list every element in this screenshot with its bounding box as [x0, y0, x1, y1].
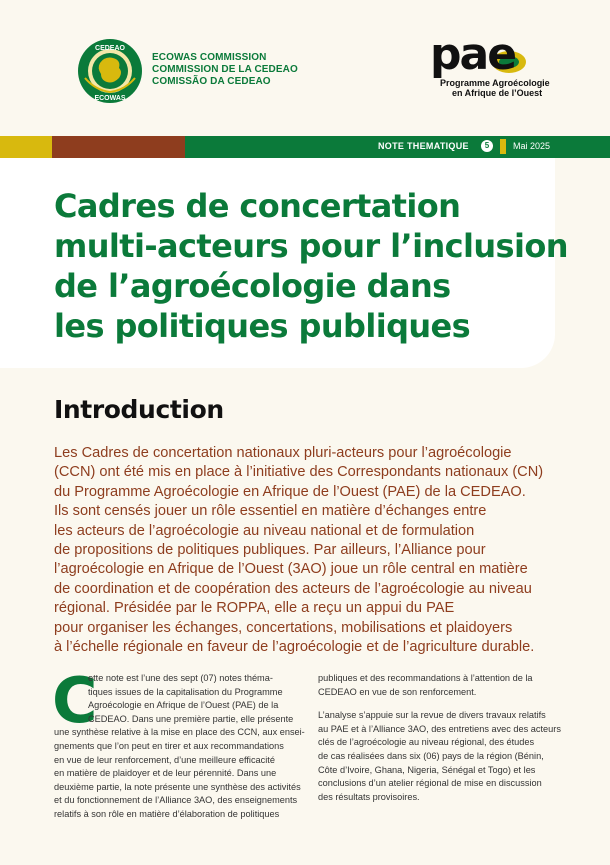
intro-line: Les Cadres de concertation nationaux pluri-acteurs pour l’agroécologie — [54, 445, 512, 461]
ecowas-seal-icon — [75, 38, 145, 104]
title-line-2: multi-acteurs pour l’inclusion — [54, 227, 568, 265]
intro-line: (CCN) ont été mis en place à l’initiative des Correspondants nationaux (CN) — [54, 464, 544, 481]
left-column-line: ette note est l’une des sept (07) notes théma- — [88, 673, 273, 683]
intro-line: à l’échelle régionale en faveur de l’agroécologie et de l’agriculture durable. — [54, 639, 535, 656]
note-number-badge: 5 — [481, 140, 493, 152]
right-column-line: conclusions d’un atelier régional de mise en discussion — [318, 778, 542, 789]
right-column-line: de cas réalisées dans six (06) pays de la région (Bénin, — [318, 750, 544, 761]
band-yellow — [0, 136, 52, 158]
left-column-line: deuxième partie, la note présente une synthèse des activités — [54, 781, 301, 792]
pae-subtitle-2: en Afrique de l’Ouest — [452, 88, 543, 98]
right-column-line: L’analyse s’appuie sur la revue de divers travaux relatifs — [318, 710, 546, 721]
header — [0, 0, 610, 135]
intro-line: l’agroécologie en Afrique de l’Ouest (3AO) joue un rôle central en matière — [54, 561, 528, 578]
note-separator — [500, 139, 506, 154]
intro-paragraph — [54, 444, 574, 657]
left-column-line: Agroécologie en Afrique de l’Ouest (PAE) de la — [88, 700, 279, 711]
title-line-3: de l’agroécologie dans — [54, 267, 451, 305]
intro-line: du Programme Agroécologie en Afrique de l’Ouest (PAE) de la CEDEAO. — [54, 483, 526, 500]
right-paragraph-2 — [318, 709, 568, 804]
intro-line: de coordination et de coopération des acteurs de l’agroécologie au niveau — [54, 580, 532, 597]
band-brown — [52, 136, 185, 158]
right-paragraph-1 — [318, 672, 568, 699]
title-line-1: Cadres de concertation — [54, 187, 461, 225]
left-column-line: tiques issues de la capitalisation du Programme — [88, 686, 283, 697]
note-label: NOTE THEMATIQUE — [378, 141, 469, 151]
right-column-line: Côte d’Ivoire, Ghana, Nigeria, Sénégal et Togo) et les — [318, 764, 536, 775]
ecowas-commission-text — [152, 52, 298, 88]
left-column-line: et du fonctionnement de l’Alliance 3AO, des enseignements — [54, 795, 298, 806]
right-column-line: publiques et des recommandations à l’attention de la — [318, 673, 533, 683]
title-line-4: les politiques publiques — [54, 307, 471, 345]
right-column-line: CEDEAO en vue de son renforcement. — [318, 686, 477, 697]
ecowas-line-1: ECOWAS COMMISSION — [152, 52, 267, 63]
pae-logo — [430, 29, 560, 100]
left-column-line: une synthèse relative à la mise en place des CCN, aux ensei- — [54, 727, 305, 738]
pae-subtitle-1: Programme Agroécologie — [440, 78, 550, 88]
intro-line: pour organiser les échanges, concertations, mobilisations et plaidoyers — [54, 619, 513, 636]
left-column-line: gnements que l’on peut en tirer et aux recommandations — [54, 740, 284, 751]
seal-text-top: CEDEAO — [95, 45, 125, 52]
left-column-line: en vue de leur renforcement, d’une meilleure efficacité — [54, 754, 275, 765]
right-column-line: clés de l’agroécologie au niveau régional, des études — [318, 737, 535, 748]
intro-line: les acteurs de l’agroécologie au niveau national et de formulation — [54, 522, 475, 539]
note-date: Mai 2025 — [513, 141, 551, 151]
ecowas-line-2: COMMISSION DE LA CEDEAO — [152, 64, 298, 75]
ecowas-line-3: COMISSÃO DA CEDEAO — [152, 76, 271, 87]
document-title — [54, 186, 568, 346]
intro-line: Ils sont censés jouer un rôle essentiel en matière d’échanges entre — [54, 503, 487, 520]
intro-line: régional. Présidée par le ROPPA, elle a reçu un appui du PAE — [54, 600, 455, 617]
pae-logo-word: pae — [430, 29, 516, 80]
body-left-column — [52, 664, 305, 822]
seal-text-bottom: ECOWAS — [94, 95, 126, 102]
right-column-line: des résultats provisoires. — [318, 791, 420, 802]
intro-heading: Introduction — [54, 395, 224, 424]
intro-line: de propositions de politiques publiques. Par ailleurs, l’Alliance pour — [54, 542, 486, 559]
dropcap-letter: C — [52, 664, 98, 737]
left-column-line: relatifs à son rôle en matière d’élaboration de politiques — [54, 808, 280, 819]
right-column-line: au PAE et à l’Alliance 3AO, des entretiens avec des acteurs — [318, 723, 561, 734]
body-right-column — [318, 672, 568, 814]
left-column-line: CEDEAO. Dans une première partie, elle présente — [88, 713, 294, 724]
left-column-line: en matière de plaidoyer et de leur pérennité. Dans une — [54, 768, 277, 779]
